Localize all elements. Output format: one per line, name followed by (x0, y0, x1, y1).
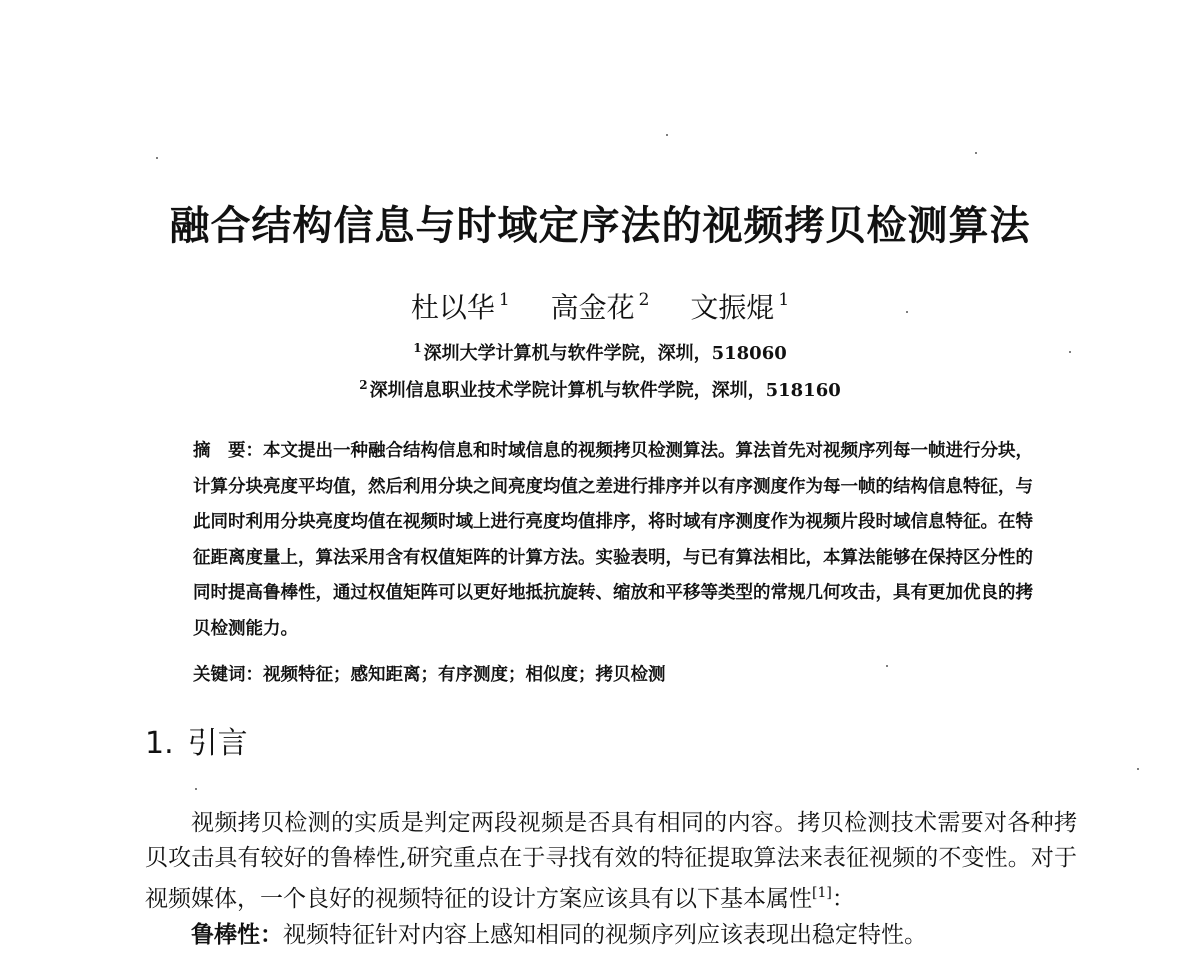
author-affiliation-mark: 2 (638, 290, 650, 310)
paragraph-text-end: ： (831, 886, 855, 912)
property-label: 鲁棒性： (191, 921, 283, 948)
scan-speck (886, 665, 888, 667)
section-heading (145, 724, 248, 764)
paragraph (145, 917, 1077, 953)
keywords-label: 关键词： (193, 665, 263, 685)
keywords-text: 视频特征；感知距离；有序测度；相似度；拷贝检测 (263, 665, 666, 685)
property-text: 视频特征针对内容上感知相同的视频序列应该表现出稳定特性。 (283, 922, 927, 948)
scan-speck (156, 157, 158, 159)
author-affiliation-mark: 1 (778, 290, 790, 310)
scan-speck (906, 311, 908, 313)
citation-link[interactable]: [1] (812, 885, 832, 901)
scan-speck (975, 152, 977, 154)
affiliation-text: 深圳大学计算机与软件学院，深圳，518060 (423, 343, 787, 364)
affiliation-mark: 1 (413, 341, 422, 355)
section-title: 引言 (187, 726, 248, 761)
scan-speck (666, 134, 668, 136)
author-list (0, 280, 1200, 328)
paper-title: 融合结构信息与时域定序法的视频拷贝检测算法 (169, 203, 1031, 249)
author-affiliation-mark: 1 (498, 290, 510, 310)
author-name: 高金花 (550, 291, 635, 324)
body-text (145, 806, 1077, 953)
affiliation-text: 深圳信息职业技术学院计算机与软件学院，深圳，518160 (369, 380, 841, 401)
scan-speck (1069, 351, 1071, 353)
abstract (193, 434, 1033, 647)
abstract-label: 摘 要： (193, 441, 263, 461)
author-name: 文振焜 (690, 291, 775, 324)
paragraph-text: 视频拷贝检测的实质是判定两段视频是否具有相同的内容。拷贝检测技术需要对各种拷贝攻击具有较好的鲁棒性,研究重点在于寻找有效的特征提取算法来表征视频的不变性。对于视频媒体，一个良好的视频特征的设计方案应该具有以下基本属性 (145, 810, 1077, 912)
keywords (193, 660, 1033, 690)
affiliation-mark: 2 (359, 378, 368, 392)
author-name: 杜以华 (410, 291, 495, 324)
paragraph (145, 806, 1077, 917)
scan-speck (195, 788, 197, 790)
author (551, 280, 650, 328)
scan-speck (1137, 768, 1139, 770)
affiliation (0, 372, 1200, 404)
affiliation (0, 335, 1200, 367)
section-number: 1. (145, 726, 174, 761)
author (411, 280, 510, 328)
abstract-text: 本文提出一种融合结构信息和时域信息的视频拷贝检测算法。算法首先对视频序列每一帧进行分块，计算分块亮度平均值，然后利用分块之间亮度均值之差进行排序并以有序测度作为每一帧的结构信息特征，与此同时利用分块亮度均值在视频时域上进行亮度均值排序，将时域有序测度作为视频片段时域信息特征。在特征距离度量上，算法采用含有权值矩阵的计算方法。实验表明，与已有算法相比，本算法能够在保持区分性的同时提高鲁棒性，通过权值矩阵可以更好地抵抗旋转、缩放和平移等类型的常规几何攻击，具有更加优良的拷贝检测能力。 (193, 441, 1033, 639)
author (690, 280, 789, 328)
